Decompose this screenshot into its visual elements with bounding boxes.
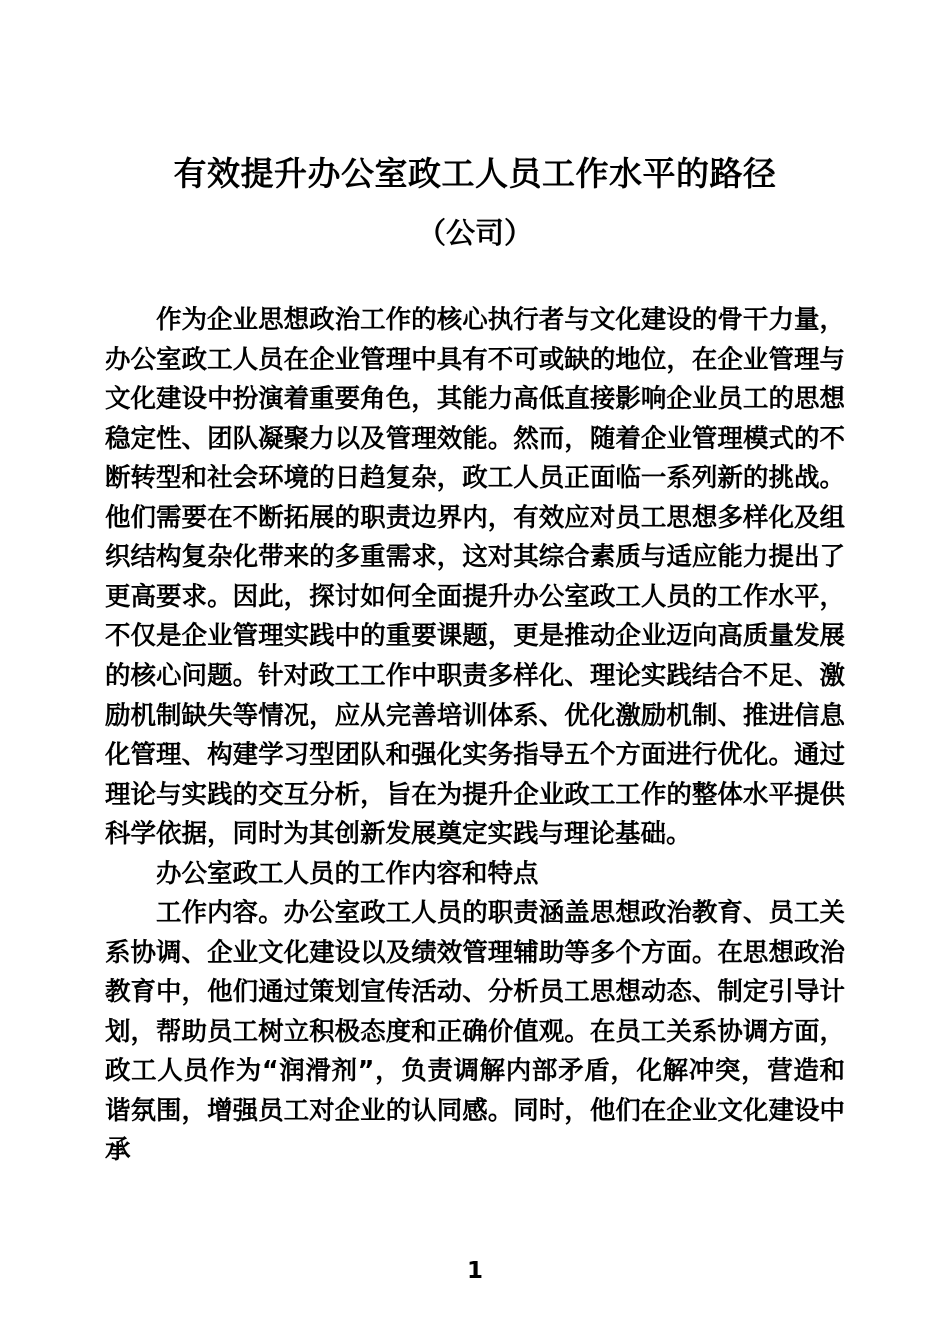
page-title: 有效提升办公室政工人员工作水平的路径 [173,154,777,193]
paragraph-3: 工作内容。办公室政工人员的职责涵盖思想政治教育、员工关系协调、企业文化建设以及绩效管理辅助等多个方面。在思想政治教育中，他们通过策划宣传活动、分析员工思想动态、制定引导计划，帮助员工树立积极态度和正确价值观。在员工关系协调方面，政工人员作为“润滑剂”，负责调解内部矛盾，化解冲突，营造和谐氛围，增强员工对企业的认同感。同时，他们在企业文化建设中承 [105,898,845,1166]
document-body [105,301,845,1170]
page-number: 1 [466,1258,483,1284]
page-subtitle: （公司） [416,215,533,250]
paragraph-1: 作为企业思想政治工作的核心执行者与文化建设的骨干力量，办公室政工人员在企业管理中具有不可或缺的地位，在企业管理与文化建设中扮演着重要角色，其能力高低直接影响企业员工的思想稳定性、团队凝聚力以及管理效能。然而，随着企业管理模式的不断转型和社会环境的日趋复杂，政工人员正面临一系列新的挑战。他们需要在不断拓展的职责边界内，有效应对员工思想多样化及组织结构复杂化带来的多重需求，这对其综合素质与适应能力提出了更高要求。因此，探讨如何全面提升办公室政工人员的工作水平，不仅是企业管理实践中的重要课题，更是推动企业迈向高质量发展的核心问题。针对政工工作中职责多样化、理论实践结合不足、激励机制缺失等情况，应从完善培训体系、优化激励机制、推进信息化管理、构建学习型团队和强化实务指导五个方面进行优化。通过理论与实践的交互分析，旨在为提升企业政工工作的整体水平提供科学依据，同时为其创新发展奠定实践与理论基础。 [105,305,845,850]
paragraph-2: 办公室政工人员的工作内容和特点 [156,858,539,889]
